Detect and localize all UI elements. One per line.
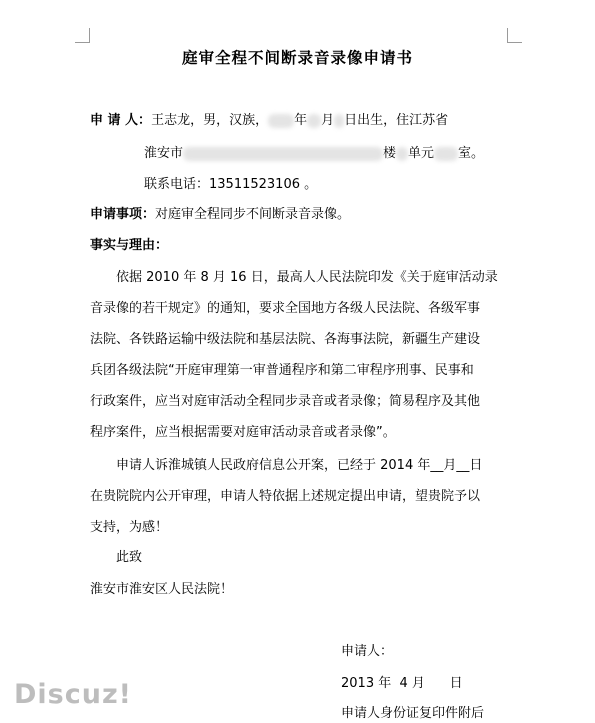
corner-mark-top-left — [75, 28, 90, 43]
matter-line — [90, 207, 350, 223]
para1-line-3: 法院、各铁路运输中级法院和基层法院、各海事法院，新疆生产建设 — [90, 332, 481, 347]
applicant-label: 申 请 人： — [90, 113, 152, 128]
para2-line-2: 在贵院院内公开审理，申请人特依据上述规定提出申请，望贵院予以 — [90, 489, 481, 504]
para1-line-5: 行政案件，应当对庭审活动全程同步录音或者录像；简易程序及其他 — [90, 394, 481, 409]
corner-mark-top-right — [507, 28, 522, 43]
para1-line-4: 兵团各级法院“开庭审理第一审普通程序和第二审程序刑事、民事和 — [90, 363, 474, 378]
closing-text: 此致 — [116, 550, 143, 565]
applicant-text-a: 王志龙，男，汉族， — [151, 113, 269, 128]
reasons-label: 事实与理由： — [90, 238, 169, 253]
address-text-b: 楼 — [383, 146, 397, 161]
matter-label: 申请事项： — [90, 207, 156, 222]
applicant-line — [90, 113, 448, 129]
para1-line-2: 音录像的若干规定》的通知，要求全国地方各级人民法院、各级军事 — [90, 301, 481, 316]
date-line: 2013 年 4 月 日 — [341, 676, 463, 691]
attachment-note: 申请人身份证复印件附后 — [341, 706, 485, 721]
para1-line-1: 依据 2010 年 8 月 16 日，最高人人民法院印发《关于庭审活动录 — [116, 270, 498, 285]
redacted-room — [434, 147, 458, 161]
address-text-c: 单元 — [408, 146, 435, 161]
redacted-year — [268, 114, 294, 128]
redacted-month — [307, 114, 321, 128]
phone-line: 联系电话：13511523106 。 — [144, 177, 318, 192]
applicant-text-d: 日出生，住江苏省 — [344, 113, 449, 128]
signature-line: 申请人： — [341, 644, 394, 659]
applicant-text-b: 年 — [294, 113, 308, 128]
address-line — [144, 146, 484, 162]
applicant-text-c: 月 — [321, 113, 335, 128]
redacted-unit — [396, 147, 408, 161]
address-text-d: 室。 — [458, 146, 485, 161]
discuz-watermark: Discuz! — [14, 679, 132, 710]
redacted-address — [183, 147, 383, 161]
matter-text: 对庭审全程同步不间断录音录像。 — [155, 207, 351, 222]
para2-line-1: 申请人诉淮城镇人民政府信息公开案，已经于 2014 年__月__日 — [116, 458, 483, 473]
redacted-day — [334, 114, 344, 128]
document-title: 庭审全程不间断录音录像申请书 — [181, 49, 413, 67]
court-name: 淮安市淮安区人民法院！ — [90, 582, 234, 597]
address-text-a: 淮安市 — [144, 146, 184, 161]
para2-line-3: 支持，为感！ — [90, 520, 169, 535]
para1-line-6: 程序案件，应当根据需要对庭审活动录音或者录像”。 — [90, 425, 396, 440]
